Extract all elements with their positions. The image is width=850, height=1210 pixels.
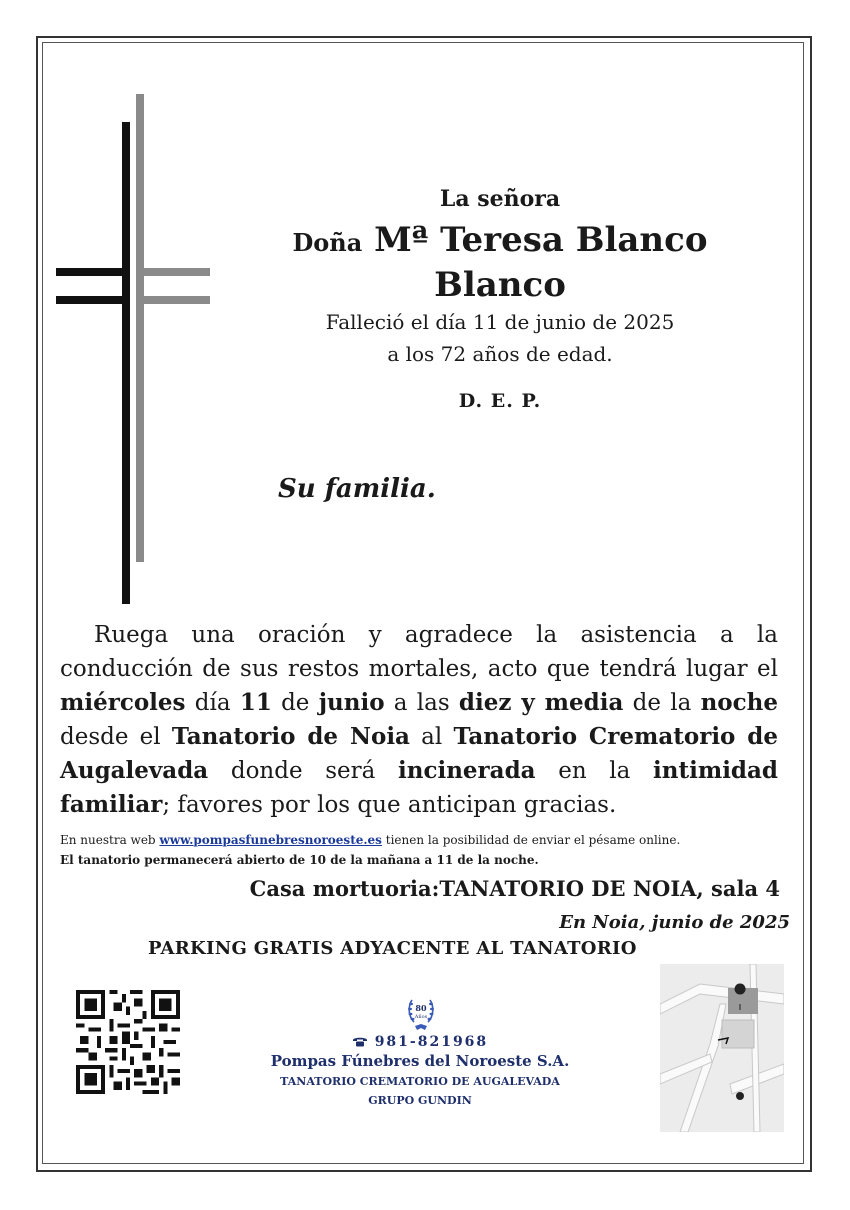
ceremony-paragraph: Ruega una oración y agradece la asistencia a la conducción de sus restos mortales, acto que tendrá lugar el miércoles día 11 de junio a las diez y media de la noche desde el Tanatorio de Noia al Tanatorio Crematorio de Augalevada donde será incinerada en la intimidad familiar; favores por los que anticipan gracias. <box>60 622 778 818</box>
website-link[interactable]: www.pompasfunebresnoroeste.es <box>159 833 382 847</box>
rest-in-peace: D. E. P. <box>458 390 542 412</box>
company-name: Pompas Fúnebres del Noroeste S.A. <box>270 1052 570 1070</box>
name-text: Mª Teresa Blanco Blanco <box>374 220 708 305</box>
death-date: Falleció el día 11 de junio de 2025 <box>325 310 675 334</box>
svg-text:Años: Años <box>414 1014 428 1020</box>
svg-text:80: 80 <box>415 1003 427 1013</box>
place-date: En Noia, junio de 2025 <box>559 912 790 933</box>
salutation: La señora <box>439 186 561 212</box>
map-graphic <box>660 964 784 1132</box>
anniversary-badge-icon <box>406 994 436 1032</box>
obituary-header <box>230 185 770 412</box>
deceased-name <box>230 219 770 306</box>
parking-note: PARKING GRATIS ADYACENTE AL TANATORIO <box>148 938 637 959</box>
name-prefix: Doña <box>292 228 363 257</box>
family-signature: Su familia. <box>278 474 436 504</box>
qr-code-icon[interactable] <box>76 990 180 1094</box>
location-map[interactable] <box>660 964 784 1132</box>
funeral-home-info <box>240 994 600 1108</box>
phone-icon <box>352 1036 368 1047</box>
phone-number[interactable]: 981-821968 <box>240 1034 600 1050</box>
web-note: En nuestra web www.pompasfunebresnoroeste.es tienen la posibilidad de enviar el pésame online. <box>60 833 681 847</box>
hours-note: El tanatorio permanecerá abierto de 10 de la mañana a 11 de la noche. <box>60 853 539 867</box>
group-name: GRUPO GUNDIN <box>368 1094 472 1107</box>
crematorium-name: TANATORIO CREMATORIO DE AUGALEVADA <box>280 1075 560 1088</box>
casa-mortuoria: Casa mortuoria:TANATORIO DE NOIA, sala 4 <box>249 876 780 901</box>
age-line: a los 72 años de edad. <box>387 342 613 366</box>
